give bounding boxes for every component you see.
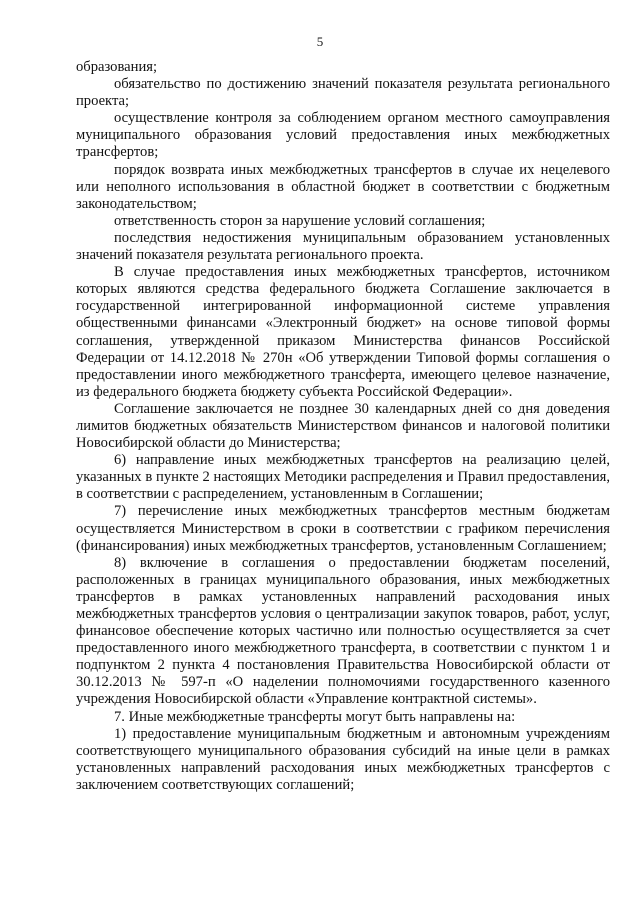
paragraph-federal-funds: В случае предоставления иных межбюджетных трансфертов, источником которых являются средства федерального бюджета Соглашение заключается в государственной интегрированной информационной системе управления общественными финансами «Электронный бюджет» на основе типовой формы соглашения, утвержденной приказом Министерства финансов Российской Федерации от 14.12.2018 № 270н «Об утверждении Типовой формы соглашения о предоставлении иного межбюджетного трансферта, имеющего целевое назначение, из федерального бюджета бюджету субъекта Российской Федерации». [76, 264, 610, 400]
paragraph-item-6: 6) направление иных межбюджетных трансфертов на реализацию целей, указанных в пункте 2 настоящих Методики распределения и Правил предоставления, в соответствии с распределением, установленным в Соглашении; [76, 452, 610, 503]
paragraph-agreement-deadline: Соглашение заключается не позднее 30 календарных дней со дня доведения лимитов бюджетных обязательств Министерством финансов и налоговой политики Новосибирской области до Министерства; [76, 400, 610, 452]
page-number: 5 [316, 34, 324, 49]
paragraph-return-procedure: порядок возврата иных межбюджетных трансфертов в случае их нецелевого или неполного использования в областной бюджет в соответствии с бюджетным законодательством; [76, 161, 610, 212]
document-body [76, 59, 610, 794]
paragraph-section-7: 7. Иные межбюджетные трансферты могут быть направлены на: [114, 708, 516, 725]
paragraph-section-7-item-1: 1) предоставление муниципальным бюджетным и автономным учреждениям соответствующего муниципального образования субсидий на иные цели в рамках установленных направлений расходования иных межбюджетных трансфертов с заключением соответствующих соглашений; [76, 725, 610, 793]
paragraph-control: осуществление контроля за соблюдением органом местного самоуправления муниципального образования условий предоставления иных межбюджетных трансфертов; [76, 110, 610, 161]
paragraph-consequences: последствия недостижения муниципальным образованием установленных значений показателя результата регионального проекта. [76, 229, 610, 264]
paragraph-item-7: 7) перечисление иных межбюджетных трансфертов местным бюджетам осуществляется Министерством в сроки в соответствии с графиком перечисления (финансирования) иных межбюджетных трансфертов, установленным Соглашением; [76, 503, 610, 554]
paragraph-continuation: образования; [76, 59, 158, 75]
paragraph-obligation-indicator: обязательство по достижению значений показателя результата регионального проекта; [76, 76, 610, 110]
paragraph-liability: ответственность сторон за нарушение условий соглашения; [114, 212, 486, 229]
paragraph-item-8: 8) включение в соглашения о предоставлении бюджетам поселений, расположенных в границах муниципального образования, иных межбюджетных трансфертов в рамках установленных направлений расходования иных межбюджетных трансфертов условия о централизации закупок товаров, работ, услуг, финансовое обеспечение которых частично или полностью осуществляется за счет предоставленного иного межбюджетного трансферта, в соответствии с пунктом 1 и подпунктом 2 пункта 4 постановления Правительства Новосибирской области от 30.12.2013 № 597-п «О наделении полномочиями государственного казенного учреждения Новосибирской области «Управление контрактной системы». [76, 554, 610, 708]
